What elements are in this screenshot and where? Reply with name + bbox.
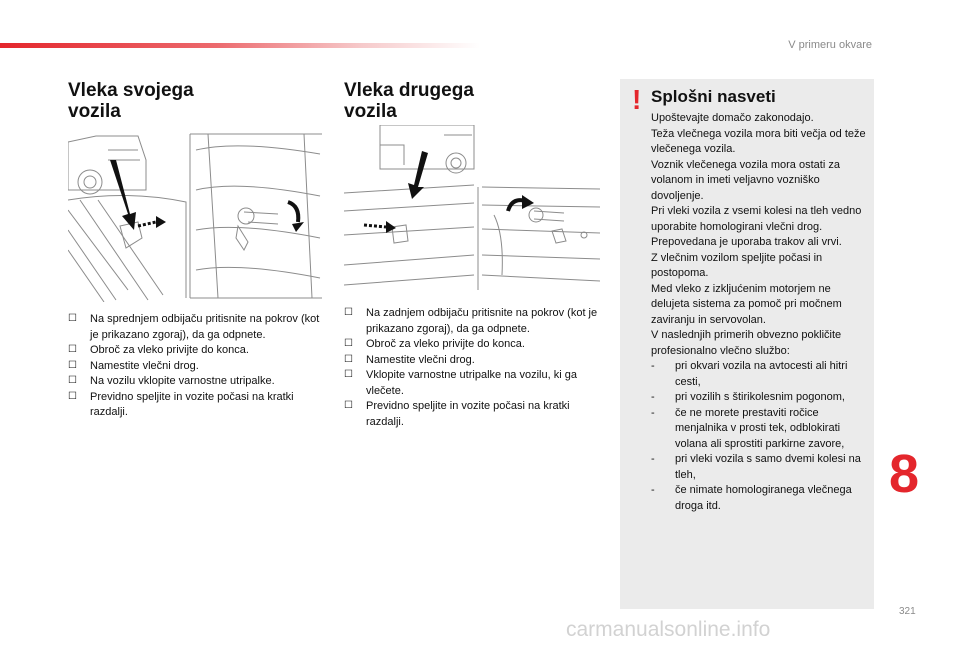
list-item: ☐ Namestite vlečni drog. — [344, 353, 475, 366]
list-item: ☐ Previdno speljite in vozite počasi na kratki razdalji. — [68, 390, 294, 418]
exclamation-icon: ! — [632, 84, 642, 115]
advice-paragraph: Upoštevajte domačo zakonodajo. — [651, 112, 814, 124]
list-item: ☐ Namestite vlečni drog. — [68, 359, 199, 372]
page-number: 321 — [899, 606, 916, 617]
checkbox-icon: ☐ — [344, 400, 353, 411]
list-item: ☐ Na sprednjem odbijaču pritisnite na pokrov (kot je prikazano zgoraj), da ga odpnete. — [68, 313, 320, 341]
list-item: ☐ Na vozilu vklopite varnostne utripalke. — [68, 375, 275, 387]
advice-paragraph: Pri vleki vozila z vsemi kolesi na tleh vedno uporabite homologirani vlečni drog. Prepovedana je uporaba trakov ali vrvi. — [651, 205, 862, 248]
checkbox-icon: ☐ — [68, 390, 77, 402]
checkbox-icon: ☐ — [68, 359, 77, 371]
list-item: ☐ Vklopite varnostne utripalke na vozilu, ki ga vlečete. — [344, 369, 577, 397]
advice-paragraph: Voznik vlečenega vozila mora ostati za volanom in imeti veljavno vozniško dovoljenje. — [651, 158, 840, 202]
header-accent-bar — [0, 43, 480, 48]
general-advice-box — [620, 79, 874, 609]
front-towing-illustration — [68, 130, 322, 302]
advice-title: Splošni nasveti — [651, 87, 776, 106]
checkbox-icon: ☐ — [68, 375, 77, 386]
advice-paragraph: Z vlečnim vozilom speljite počasi in postopoma. — [651, 251, 823, 279]
list-item: - pri okvari vozila na avtocesti ali hitri cesti, — [651, 360, 848, 388]
checkbox-icon: ☐ — [68, 313, 77, 324]
advice-paragraph: Teža vlečnega vozila mora biti večja od teže vlečenega vozila. — [651, 127, 866, 155]
checkbox-icon: ☐ — [68, 344, 77, 355]
advice-paragraph: Med vleko z izkljućenim motorjem ne delujeta sistema za pomoč pri močnem zaviranju in servovolan. — [651, 282, 842, 326]
list-item: ☐ Obroč za vleko privijte do konca. — [344, 338, 525, 350]
advice-cases-list — [651, 359, 871, 514]
rear-towing-illustration — [344, 125, 600, 290]
watermark: carmanualsonline.info — [566, 618, 771, 641]
list-item: ☐ Na zadnjem odbijaču pritisnite na pokrov (kot je prikazano zgoraj), da ga odpnete. — [344, 307, 598, 335]
middle-column-title: Vleka drugega vozila — [344, 80, 474, 122]
list-item: ☐ Obroč za vleko privijte do konca. — [68, 344, 249, 356]
left-steps-list — [68, 312, 324, 421]
advice-body — [651, 111, 871, 514]
list-item: - če ne morete prestaviti ročice menjalnika v prosti tek, odblokirati volana ali sprostiti parkirne zavore, — [651, 406, 845, 450]
checkbox-icon: ☐ — [344, 353, 353, 365]
checkbox-icon: ☐ — [344, 338, 353, 349]
section-title: V primeru okvare — [788, 39, 872, 51]
checkbox-icon: ☐ — [344, 369, 353, 380]
middle-steps-list — [344, 306, 602, 430]
advice-paragraph: V naslednjih primerih obvezno pokličite profesionalno vlečno službo: — [651, 329, 842, 357]
list-item: ☐ Previdno speljite in vozite počasi na kratki razdalji. — [344, 400, 570, 428]
left-column-title: Vleka svojega vozila — [68, 80, 194, 122]
list-item: - če nimate homologiranega vlečnega droga itd. — [651, 484, 852, 512]
list-item: - pri vozilih s štirikolesnim pogonom, — [651, 391, 845, 403]
chapter-number: 8 — [889, 444, 920, 504]
checkbox-icon: ☐ — [344, 307, 353, 318]
list-item: - pri vleki vozila s samo dvemi kolesi na tleh, — [651, 453, 861, 481]
